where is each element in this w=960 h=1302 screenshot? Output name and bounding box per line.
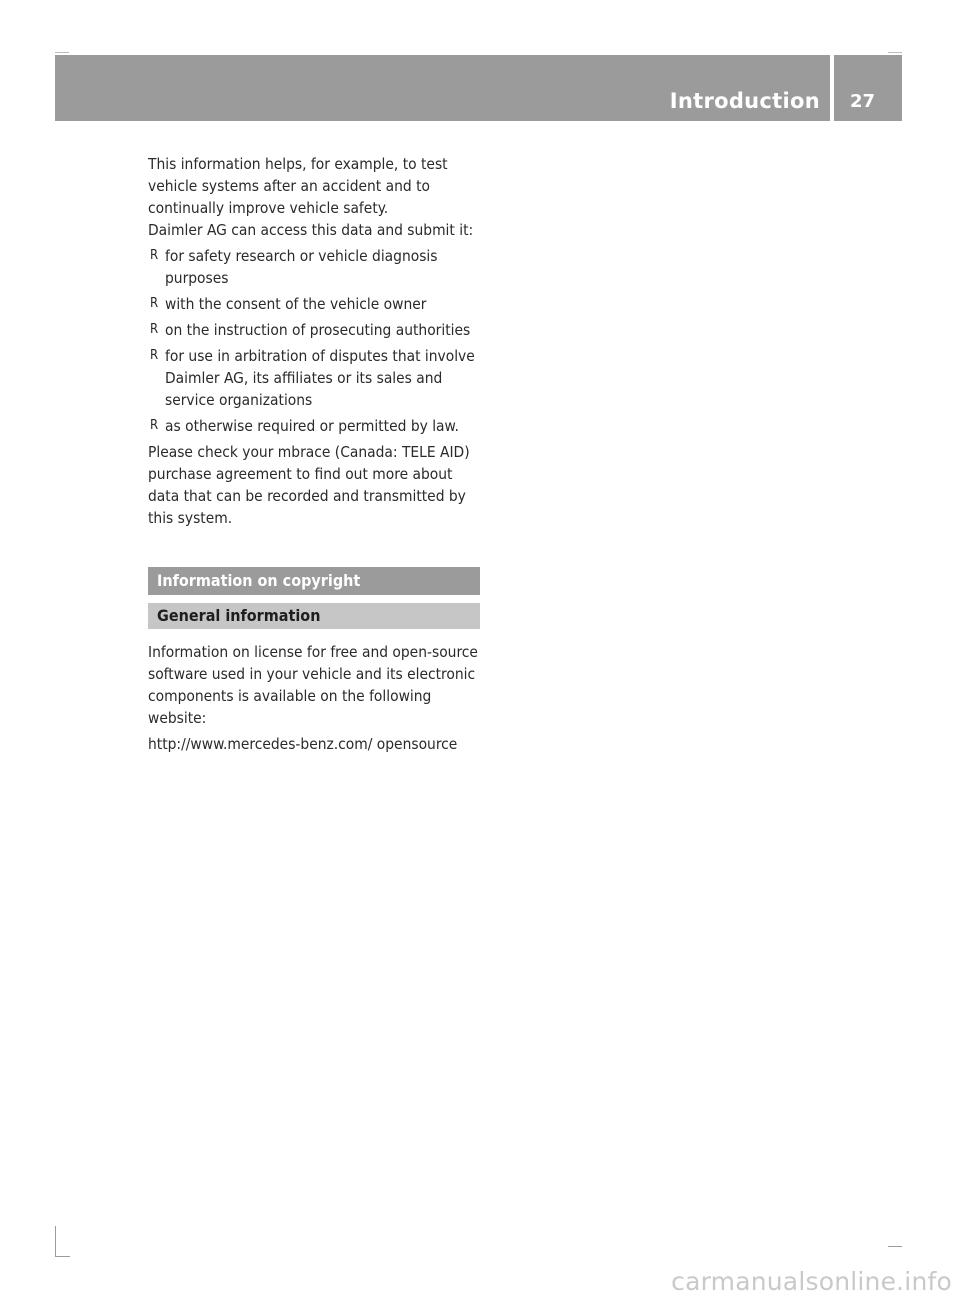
access-paragraph: Daimler AG can access this data and submit it: xyxy=(148,221,474,239)
page-number: 27 xyxy=(850,91,876,112)
list-item-text: on the instruction of prosecuting authorities xyxy=(165,321,471,339)
intro-paragraph: This information helps, for example, to test vehicle systems after an accident and to continually improve vehicle safety. xyxy=(148,155,448,217)
section-heading: Information on copyright xyxy=(148,567,480,595)
watermark: carmanualsonline.info xyxy=(671,1267,952,1296)
bullet-icon: R xyxy=(150,248,159,263)
crop-mark-bottom-right xyxy=(888,1246,902,1247)
list-item xyxy=(148,293,484,315)
list-item-text: with the consent of the vehicle owner xyxy=(165,295,427,313)
crop-mark-top-right xyxy=(888,52,902,53)
purpose-list xyxy=(148,245,484,437)
bullet-icon: R xyxy=(150,418,159,433)
list-item xyxy=(148,345,484,411)
crop-mark-bottom-left-horizontal xyxy=(55,1256,70,1257)
opensource-url: http://www.mercedes-benz.com/ opensource xyxy=(148,735,458,753)
header-divider xyxy=(830,55,834,121)
list-item xyxy=(148,319,484,341)
bullet-icon: R xyxy=(150,322,159,337)
license-paragraph: Information on license for free and open-source software used in your vehicle and its electronic components is available on the following website: xyxy=(148,643,478,727)
crop-mark-top-left xyxy=(55,52,69,53)
list-item-text: as otherwise required or permitted by law. xyxy=(165,417,459,435)
list-item-text: for use in arbitration of disputes that involve Daimler AG, its affiliates or its sales and service organizations xyxy=(165,347,475,409)
body-column xyxy=(148,153,484,755)
list-item xyxy=(148,415,484,437)
bullet-icon: R xyxy=(150,296,159,311)
sub-heading: General information xyxy=(148,603,480,629)
list-item xyxy=(148,245,484,289)
page-section-title: Introduction xyxy=(669,89,820,113)
crop-mark-bottom-left-vertical xyxy=(55,1226,56,1256)
closing-paragraph: Please check your mbrace (Canada: TELE AID) purchase agreement to find out more about data that can be recorded and transmitted by this system. xyxy=(148,443,470,527)
list-item-text: for safety research or vehicle diagnosis purposes xyxy=(165,247,438,287)
bullet-icon: R xyxy=(150,348,159,363)
